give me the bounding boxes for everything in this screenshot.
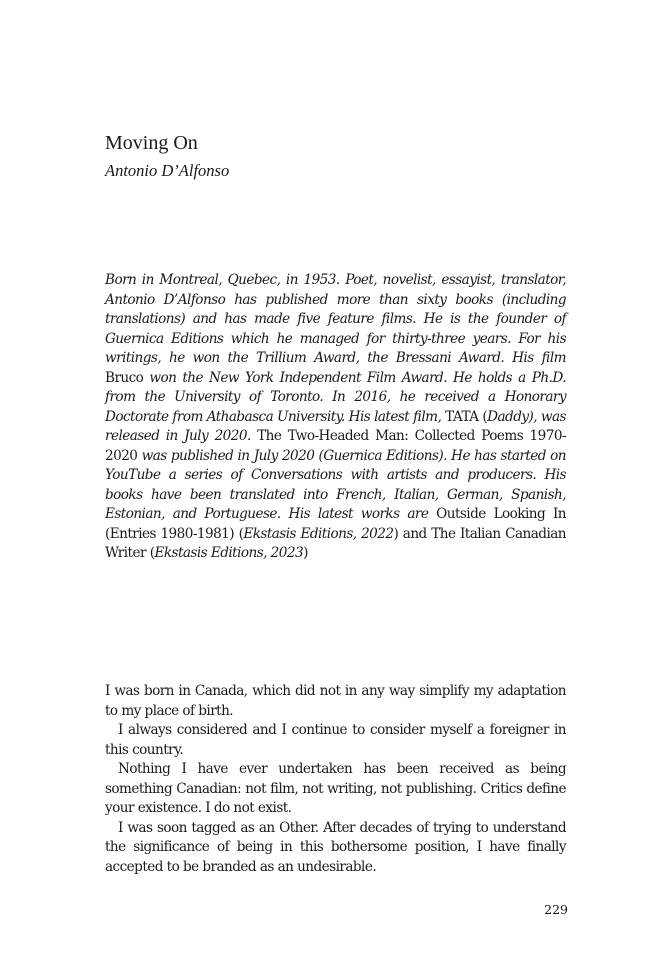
bio-punct: ( bbox=[105, 525, 110, 542]
publisher-guernica: Guernica Editions bbox=[323, 447, 439, 464]
author-biography bbox=[105, 271, 566, 564]
book-title-outside-looking-in: Outside Looking In bbox=[436, 506, 566, 522]
body-paragraph: I was soon tagged as an Other. After decades of trying to understand the significance of being in this bothersome position, I have finally accepted to be branded as an undesirable. bbox=[105, 819, 566, 875]
publisher-ekstasis-2022: Ekstasis Editions, 2022 bbox=[243, 525, 394, 542]
film-title-bruco: Bruco bbox=[105, 369, 144, 386]
body-paragraph: I always considered and I continue to consider myself a foreigner in this country. bbox=[105, 722, 566, 758]
film-title-tata: TATA bbox=[445, 408, 479, 425]
bio-text: ), was released in July 2020. bbox=[105, 408, 566, 444]
bio-punct: ( bbox=[478, 408, 488, 425]
publisher-ekstasis-2023: Ekstasis Editions, 2023 bbox=[154, 545, 304, 561]
page-number: 229 bbox=[544, 902, 568, 917]
bio-text: won the New York Independent Film Award. He holds a Ph.D. from the University of Toronto. In 2016, he received a Honorary Doctorate from Athabasca University. His latest film, bbox=[105, 369, 566, 425]
film-subtitle-daddy: Daddy bbox=[487, 408, 529, 425]
chapter-body bbox=[105, 682, 566, 877]
bio-punct: ) bbox=[303, 545, 308, 561]
book-title-italian-canadian-writer: The Italian Canadian Writer bbox=[105, 525, 567, 561]
chapter-title: Moving On bbox=[105, 132, 198, 154]
book-title-two-headed-man: The Two-Headed Man: Collected Poems 1970-2020 bbox=[105, 428, 566, 464]
bio-text: Born in Montreal, Quebec, in 1953. Poet, novelist, essayist, translator, Antonio D’Alfonso has published more than sixty books (including translations) and has made five feature films. He is the founder of Guernica Editions which he managed for thirty-three years. For his writings, he won the Trillium Award, the Bressani Award. His film bbox=[105, 272, 566, 366]
body-paragraph: I was born in Canada, which did not in any way simplify my adaptation to my place of birth. bbox=[105, 683, 566, 719]
body-paragraph: Nothing I have ever undertaken has been received as being something Canadian: not film, not writing, not publishing. Critics define your existence. I do not exist. bbox=[105, 761, 566, 816]
bio-punct: ( bbox=[145, 545, 155, 561]
bio-punct: ) ( bbox=[229, 525, 244, 542]
chapter-author: Antonio D’Alfonso bbox=[105, 161, 230, 180]
bio-text: was published in July 2020 ( bbox=[137, 447, 324, 464]
book-subtitle-entries: Entries 1980-1981 bbox=[109, 525, 230, 542]
bio-punct: ) and bbox=[393, 525, 432, 542]
bio-text: ). He has started on YouTube a series of Conversations with artists and producers. His books have been translated into French, Italian, German, Spanish, Estonian, and Portuguese. His latest works are bbox=[105, 447, 566, 522]
